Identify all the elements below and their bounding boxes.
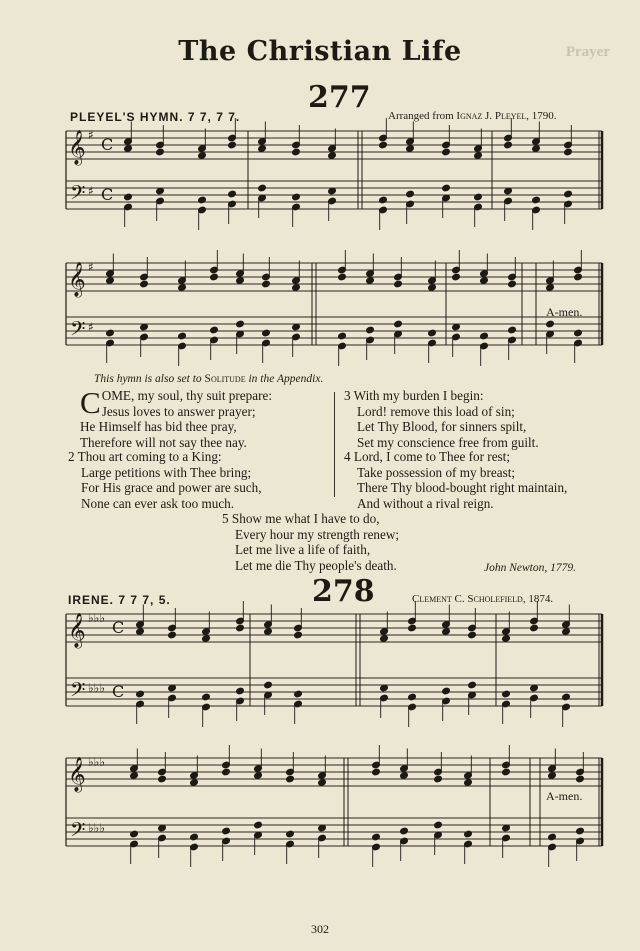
note-head: [464, 830, 473, 838]
note-tune: Solitude: [204, 373, 246, 385]
note-head: [408, 693, 417, 701]
stanza-5-line-3: Let me live a life of faith,: [235, 542, 371, 558]
stanza-1-line-3: He Himself has bid thee pray,: [80, 419, 237, 435]
note-head: [262, 280, 271, 288]
note-head: [338, 332, 347, 340]
bass-clef: 𝄢: [70, 317, 86, 345]
hymn-277-amen: A-men.: [546, 305, 583, 319]
note-head: [474, 152, 483, 160]
time-signature: C: [101, 185, 114, 204]
note-head: [130, 830, 139, 838]
note-head: [198, 152, 207, 160]
key-signature: ♭♭♭: [88, 821, 105, 835]
note-head: [562, 693, 571, 701]
stanza-4-line-2: Take possession of my breast;: [357, 464, 516, 480]
note-head: [106, 329, 115, 337]
note-head: [178, 332, 187, 340]
note-head: [366, 326, 375, 334]
note-head: [532, 196, 541, 204]
key-signature: ♯: [88, 320, 94, 334]
note-prefix: This hymn is also set to: [94, 373, 202, 385]
note-head: [190, 779, 199, 787]
composer-year: , 1874.: [522, 593, 554, 605]
note-head: [264, 628, 273, 636]
stanza-4-line-4: And without a rival reign.: [357, 495, 494, 511]
stanza-1-dropcap: C: [80, 385, 101, 420]
composer-name: Ignaz J. Pleyel: [456, 110, 527, 122]
note-head: [286, 830, 295, 838]
stanza-2-line-4: None can ever ask too much.: [81, 495, 235, 511]
note-head: [190, 833, 199, 841]
note-head: [372, 768, 381, 776]
note-head: [442, 687, 451, 695]
bass-clef: 𝄢: [70, 181, 86, 209]
section-title: The Christian Life: [178, 36, 462, 67]
composer-name: Clement C. Scholefield: [412, 593, 523, 605]
note-head: [530, 624, 539, 632]
note-head: [178, 284, 187, 292]
note-head: [576, 827, 585, 835]
key-signature: ♯: [88, 260, 94, 274]
stanza-1-line-1: OME, my soul, thy suit prepare:: [101, 388, 273, 403]
note-head: [442, 148, 451, 156]
stanza-3-line-4: Set my conscience free from guilt.: [357, 434, 539, 450]
note-head: [156, 148, 165, 156]
stanza-4-line-3: There Thy blood-bought right maintain,: [357, 480, 568, 496]
note-head: [366, 277, 375, 285]
stanza-2-line-3: For His grace and power are such,: [81, 480, 262, 496]
stanza-2-line-1: 2 Thou art coming to a King:: [68, 449, 222, 464]
treble-clef: 𝄞: [68, 613, 86, 648]
note-head: [380, 635, 389, 643]
bleed-through-text: Prayer: [565, 44, 610, 60]
bass-clef: 𝄢: [70, 818, 86, 846]
note-head: [562, 628, 571, 636]
time-signature: C: [101, 135, 114, 154]
note-head: [480, 277, 489, 285]
stanza-5-line-1: 5 Show me what I have to do,: [222, 511, 380, 526]
note-head: [136, 690, 145, 698]
note-head: [474, 193, 483, 201]
note-head: [328, 152, 337, 160]
stanza-1-line-4: Therefore will not say thee nay.: [80, 434, 247, 450]
composer-year: , 1790.: [526, 110, 557, 122]
stanza-5: [222, 511, 502, 573]
key-signature: ♭♭♭: [88, 611, 105, 625]
note-head: [158, 775, 167, 783]
note-head: [564, 148, 573, 156]
note-head: [406, 145, 415, 153]
note-head: [294, 690, 303, 698]
time-signature: C: [112, 618, 125, 637]
hymn-278-amen: A-men.: [546, 789, 583, 803]
note-head: [394, 280, 403, 288]
key-signature: ♭♭♭: [88, 755, 105, 769]
note-head: [264, 681, 273, 689]
note-head: [502, 690, 511, 698]
note-head: [136, 628, 145, 636]
stanza-2: [68, 449, 328, 511]
treble-clef: 𝄞: [68, 130, 86, 165]
treble-clef: 𝄞: [68, 757, 86, 792]
note-head: [318, 779, 327, 787]
note-head: [428, 329, 437, 337]
note-head: [408, 624, 417, 632]
note-head: [546, 284, 555, 292]
note-head: [468, 631, 477, 639]
note-head: [548, 833, 557, 841]
stanza-4-line-1: 4 Lord, I come to Thee for rest;: [344, 449, 511, 464]
note-head: [292, 284, 301, 292]
note-head: [202, 693, 211, 701]
note-head: [202, 635, 211, 643]
note-head: [480, 332, 489, 340]
note-head: [564, 190, 573, 198]
stanza-3-line-1: 3 With my burden I begin:: [344, 388, 484, 403]
note-head: [262, 329, 271, 337]
note-head: [548, 772, 557, 780]
note-head: [228, 141, 237, 149]
note-head: [394, 320, 403, 328]
stanza-5-line-2: Every hour my strength renew;: [235, 526, 400, 542]
verse-divider: [334, 392, 335, 497]
treble-clef: 𝄞: [68, 262, 86, 297]
note-head: [258, 145, 267, 153]
note-head: [236, 277, 245, 285]
note-head: [379, 141, 388, 149]
stanza-3: [344, 388, 614, 450]
hymn-277-tune: PLEYEL'S HYMN. 7 7, 7 7.: [70, 110, 241, 124]
composer-prefix: Arranged from: [388, 110, 454, 122]
note-head: [294, 631, 303, 639]
hymn-277-note: [94, 373, 323, 385]
note-head: [222, 827, 231, 835]
note-head: [468, 681, 477, 689]
note-head: [464, 779, 473, 787]
note-head: [406, 190, 415, 198]
hymn-278-composer: [412, 593, 553, 605]
note-head: [379, 196, 388, 204]
stanza-2-line-2: Large petitions with Thee bring;: [81, 464, 252, 480]
hymn-277-author: John Newton, 1779.: [484, 562, 576, 574]
note-head: [124, 145, 133, 153]
stanza-1-line-2: Jesus loves to answer prayer;: [101, 403, 256, 419]
note-head: [338, 273, 347, 281]
note-head: [508, 280, 517, 288]
note-head: [254, 772, 263, 780]
note-head: [400, 772, 409, 780]
key-signature: ♭♭♭: [88, 681, 105, 695]
note-head: [222, 768, 231, 776]
hymn-277-number: 277: [308, 80, 371, 115]
note-head: [574, 273, 583, 281]
note-head: [502, 768, 511, 776]
hymn-278-tune: IRENE. 7 7 7, 5.: [68, 593, 171, 607]
note-head: [292, 193, 301, 201]
note-head: [532, 145, 541, 153]
note-head: [508, 326, 517, 334]
note-head: [574, 329, 583, 337]
note-head: [286, 775, 295, 783]
note-head: [254, 821, 263, 829]
time-signature: C: [112, 682, 125, 701]
stanza-3-line-3: Let Thy Blood, for sinners spilt,: [357, 419, 527, 435]
note-head: [576, 775, 585, 783]
note-head: [442, 184, 451, 192]
note-head: [434, 821, 443, 829]
stanza-1: [80, 385, 320, 450]
note-head: [106, 277, 115, 285]
note-head: [452, 273, 461, 281]
note-head: [434, 775, 443, 783]
stanza-5-line-4: Let me die Thy people's death.: [235, 557, 397, 573]
note-head: [236, 624, 245, 632]
note-head: [236, 687, 245, 695]
key-signature: ♯: [88, 184, 94, 198]
note-head: [140, 280, 149, 288]
note-head: [372, 833, 381, 841]
page-number: 302: [311, 922, 329, 936]
stanza-3-line-2: Lord! remove this load of sin;: [357, 403, 515, 419]
hymn-278-number: 278: [312, 574, 375, 609]
note-suffix: in the Appendix.: [248, 373, 324, 385]
note-head: [168, 631, 177, 639]
note-head: [400, 827, 409, 835]
key-signature: ♯: [88, 128, 94, 142]
note-head: [124, 193, 133, 201]
note-head: [292, 148, 301, 156]
note-head: [504, 141, 513, 149]
stanza-4: [344, 449, 614, 511]
note-head: [442, 628, 451, 636]
note-head: [428, 284, 437, 292]
note-head: [130, 772, 139, 780]
note-head: [228, 190, 237, 198]
note-head: [502, 635, 511, 643]
note-head: [546, 320, 555, 328]
bass-clef: 𝄢: [70, 678, 86, 706]
note-head: [210, 326, 219, 334]
note-head: [258, 184, 267, 192]
note-head: [236, 320, 245, 328]
note-head: [198, 196, 207, 204]
note-head: [210, 273, 219, 281]
